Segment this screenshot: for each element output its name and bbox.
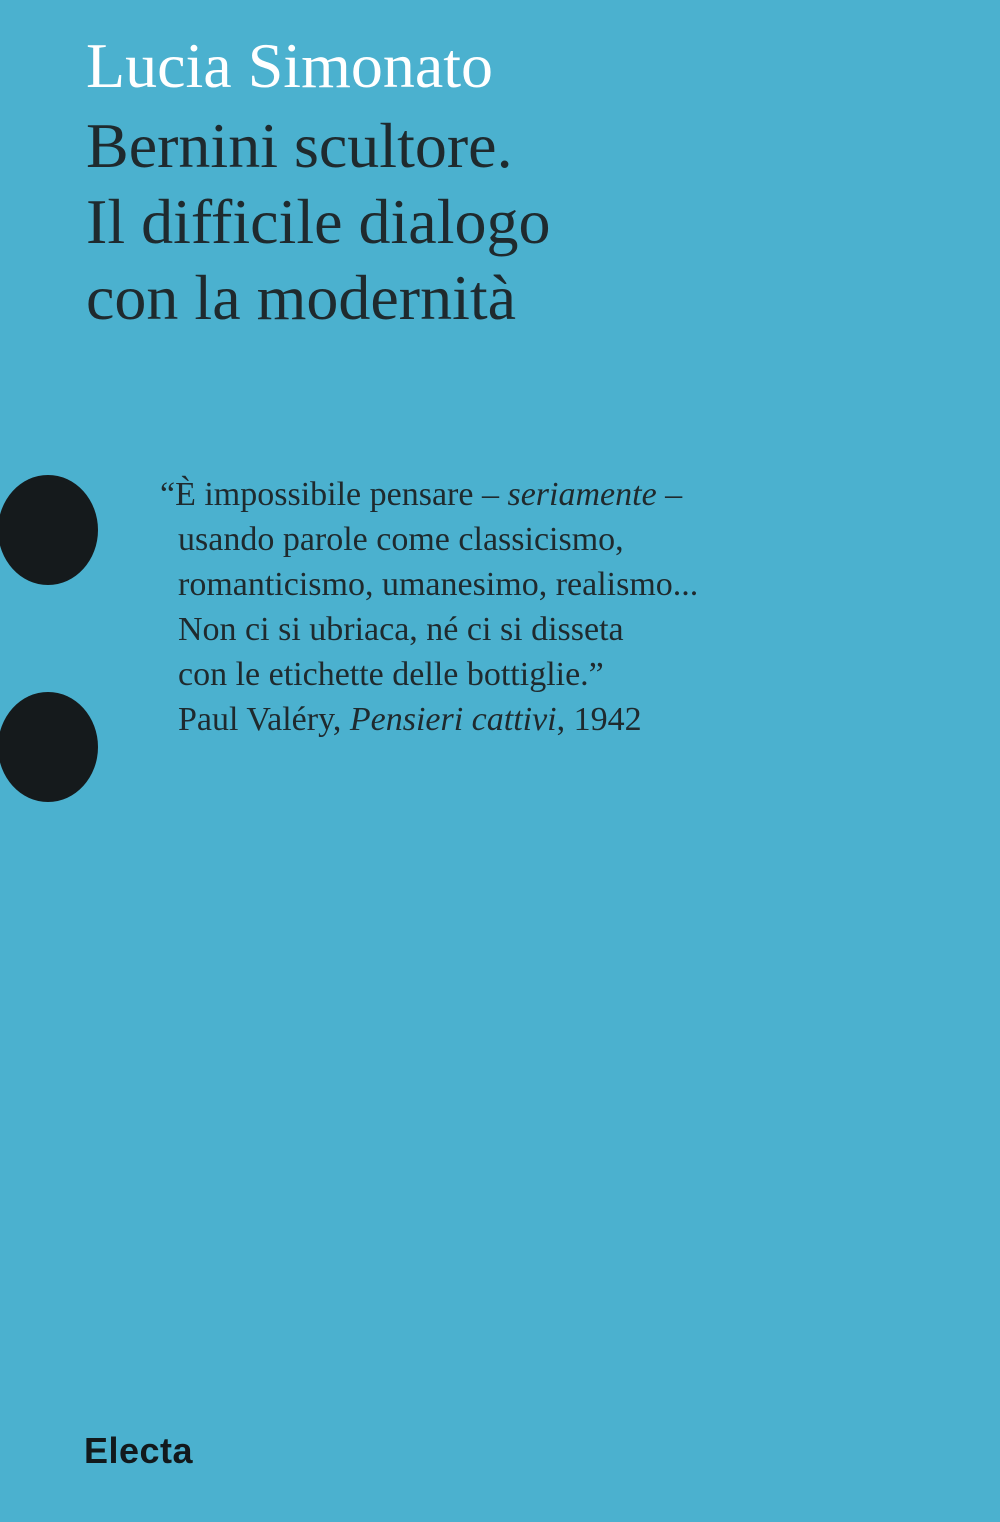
title-line-2: Il difficile dialogo [86,186,551,257]
attribution-author: Paul Valéry, [178,701,350,738]
attribution-work: Pensieri cattivi [349,701,557,738]
author-name: Lucia Simonato [86,30,494,101]
title-line-1: Bernini scultore. [86,110,513,181]
quote-line-1 [160,472,698,517]
quote-line-1-end: – [656,476,683,513]
publisher-logo: Electa [84,1430,194,1471]
quote-line-1-italic: seriamente [507,476,657,513]
binding-hole-bottom [0,692,98,802]
quote-line-5: con le etichette delle bottiglie.” [178,656,604,693]
quote-line-4: Non ci si ubriaca, né ci si disseta [178,611,624,648]
epigraph-quote [160,472,698,742]
quote-line-1-start: “È impossibile pensare – [160,476,508,513]
title-line-3: con la modernità [86,262,517,333]
book-title [86,108,550,336]
quote-line-2: usando parole come classicismo, [178,521,624,558]
quote-line-3: romanticismo, umanesimo, realismo... [178,566,699,603]
binding-hole-top [0,475,98,585]
attribution-year: , 1942 [556,701,642,738]
quote-attribution [160,697,698,742]
